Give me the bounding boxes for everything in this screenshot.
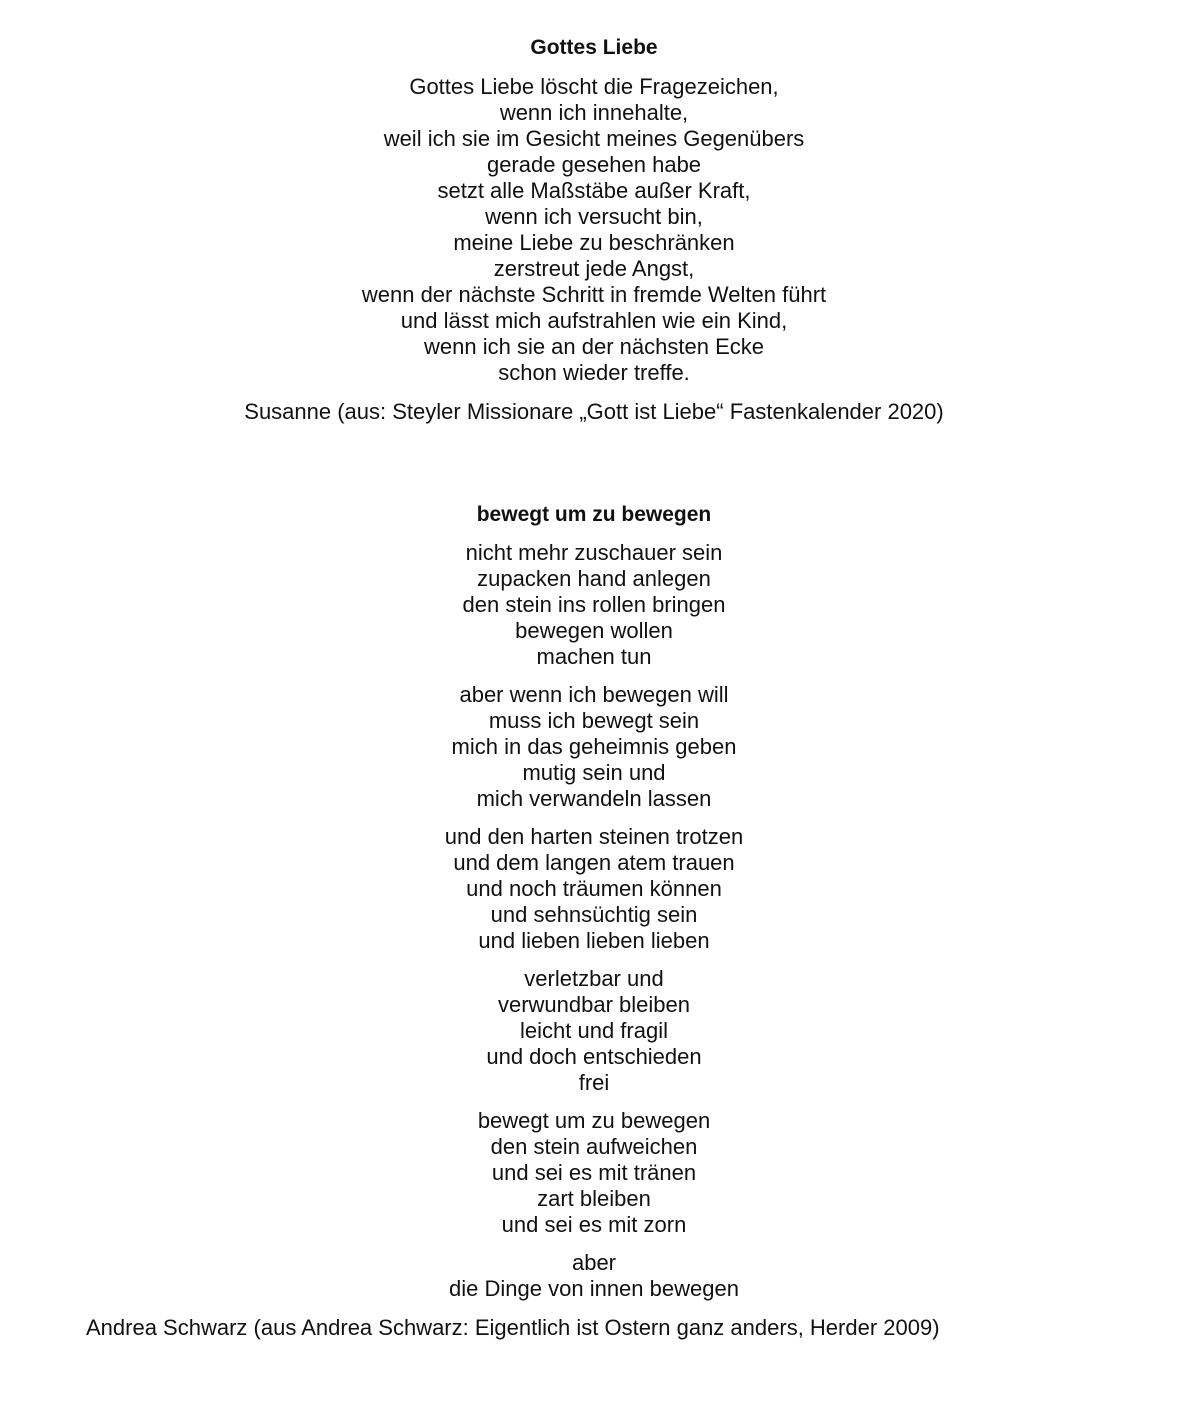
poem1-stanza [0,74,1188,386]
poem1-line: setzt alle Maßstäbe außer Kraft, [437,178,751,203]
poem2-line: aber wenn ich bewegen will [459,682,729,707]
poem2-line: die Dinge von innen bewegen [449,1276,739,1301]
poem1-line: wenn ich versucht bin, [485,204,703,229]
poem2-line: verwundbar bleiben [497,992,691,1017]
poem1-line: meine Liebe zu beschränken [453,230,735,255]
poem2-line: den stein aufweichen [490,1134,698,1159]
poem2-line: den stein ins rollen bringen [462,592,726,617]
poem2-stanza [0,540,1188,670]
poem1-line: gerade gesehen habe [486,152,702,177]
poem1-line: Gottes Liebe löscht die Fragezeichen, [409,74,779,99]
poem2-line: muss ich bewegt sein [488,708,700,733]
poem2-line: und noch träumen können [466,876,722,901]
poem2-line: zupacken hand anlegen [477,566,711,591]
poem1-line: und lässt mich aufstrahlen wie ein Kind, [400,308,788,333]
poem2-line: und sehnsüchtig sein [490,902,698,927]
poem1-line: wenn ich innehalte, [499,100,689,125]
poem2-line: mutig sein und [522,760,666,785]
poem1-attribution: Susanne (aus: Steyler Missionare „Gott ist Liebe“ Fastenkalender 2020) [244,399,944,424]
poem1-line: wenn ich sie an der nächsten Ecke [424,334,764,359]
poem2-line: frei [578,1070,610,1095]
poem2-line: bewegt um zu bewegen [477,1108,711,1133]
poem2-stanza [0,1250,1188,1302]
poem2-line: verletzbar und [524,966,664,991]
poem2-line: mich verwandeln lassen [476,786,712,811]
poem2-line: und lieben lieben lieben [478,928,710,953]
poem2-line: mich in das geheimnis geben [451,734,737,759]
poem2-line: und sei es mit tränen [491,1160,697,1185]
poem2-line: zart bleiben [537,1186,651,1211]
poem2-stanza [0,1108,1188,1238]
poem2-line: aber [571,1250,617,1275]
poem1-title: Gottes Liebe [530,36,658,59]
poem2-line: und dem langen atem trauen [453,850,735,875]
poem2-title: bewegt um zu bewegen [476,503,712,526]
poem2-line: und sei es mit zorn [501,1212,687,1237]
poem2-line: und doch entschieden [486,1044,702,1069]
poem2-stanza [0,824,1188,954]
poem2-line: bewegen wollen [515,618,673,643]
poem2-stanza [0,682,1188,812]
poem2-stanza [0,966,1188,1096]
poem2-attribution: Andrea Schwarz (aus Andrea Schwarz: Eigentlich ist Ostern ganz anders, Herder 2009) [86,1315,940,1340]
poem2-line: und den harten steinen trotzen [444,824,744,849]
poem1-line: schon wieder treffe. [498,360,690,385]
poem2-line: leicht und fragil [520,1018,668,1043]
poem1-line: wenn der nächste Schritt in fremde Welten führt [361,282,827,307]
poem2-line: machen tun [536,644,652,669]
poem1-line: weil ich sie im Gesicht meines Gegenübers [383,126,805,151]
poem2-line: nicht mehr zuschauer sein [465,540,723,565]
poem1-line: zerstreut jede Angst, [493,256,695,281]
